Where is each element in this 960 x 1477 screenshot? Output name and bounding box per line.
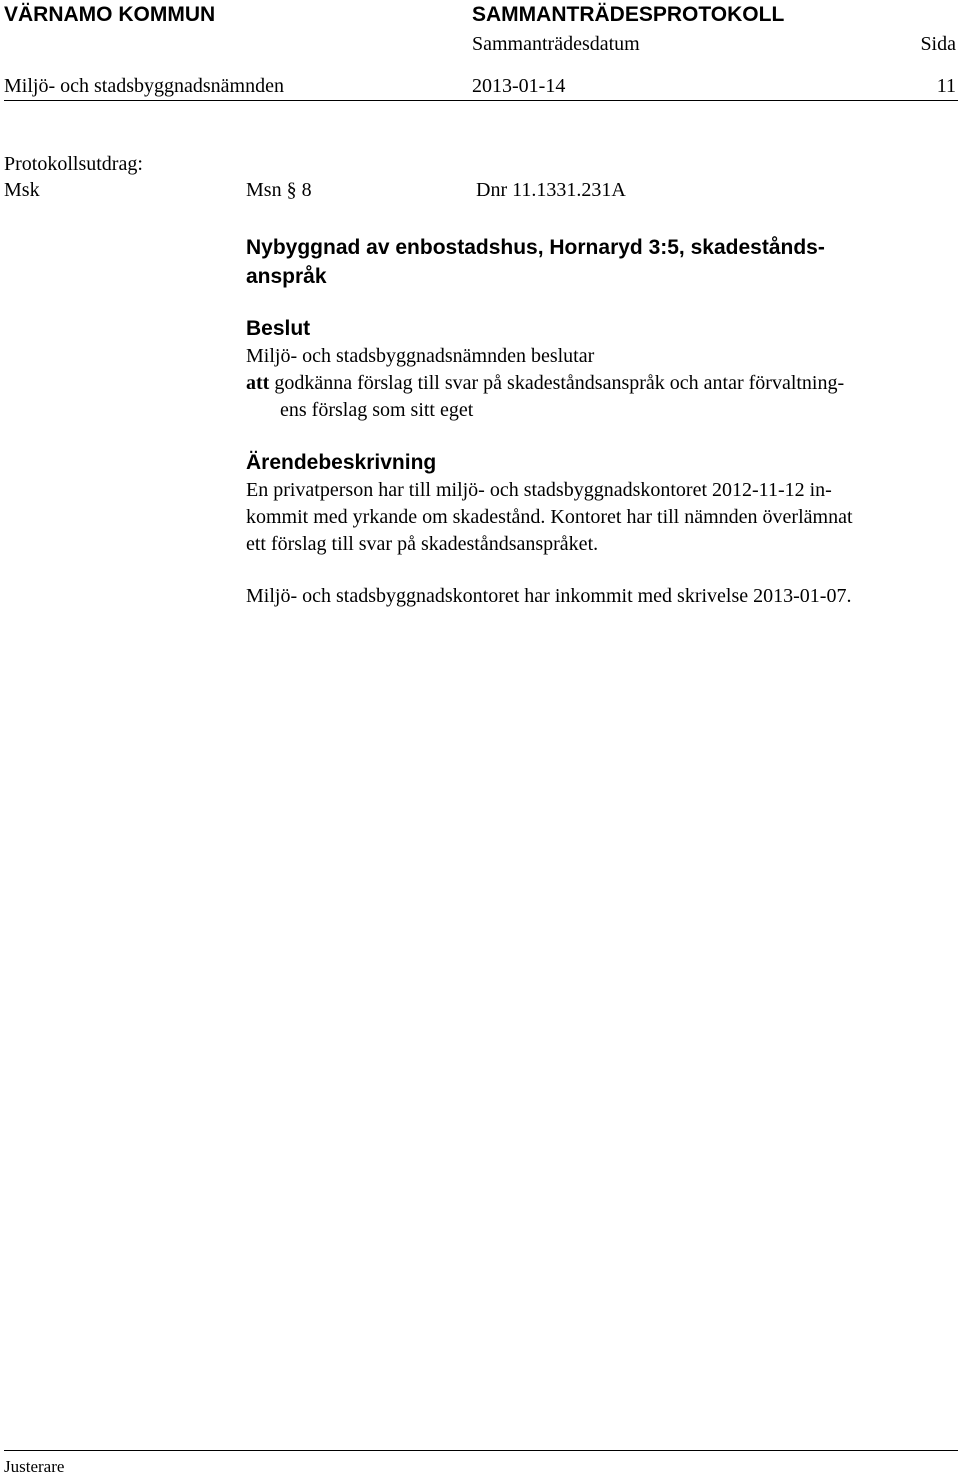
document-type: SAMMANTRÄDESPROTOKOLL bbox=[472, 3, 785, 26]
page-label: Sida bbox=[920, 33, 956, 55]
case-number: Dnr 11.1331.231A bbox=[476, 179, 626, 201]
meeting-date-label: Sammanträdesdatum bbox=[472, 33, 640, 55]
extract-recipient: Msk bbox=[4, 179, 40, 201]
decision-clause: att godkänna förslag till svar på skadeståndsanspråk och antar förvaltning- bbox=[246, 372, 845, 394]
description-paragraph: En privatperson har till miljö- och stadsbyggnadskontoret 2012-11-12 in- kommit med yrkande om skadestånd. Kontoret har till nämnden överlämnat ett förslag till svar på skadeståndsanspråket. bbox=[246, 479, 853, 555]
extract-label: Protokollsutdrag: bbox=[4, 153, 143, 175]
decision-text bbox=[246, 343, 958, 424]
description-paragraph-2: Miljö- och stadsbyggnadskontoret har inkommit med skrivelse 2013-01-07. bbox=[246, 585, 852, 607]
att-keyword: att bbox=[246, 372, 270, 394]
case-title: Nybyggnad av enbostadshus, Hornaryd 3:5, skadestånds- anspråk bbox=[246, 236, 825, 288]
decision-intro: Miljö- och stadsbyggnadsnämnden beslutar bbox=[246, 345, 595, 367]
decision-clause-continuation: ens förslag som sitt eget bbox=[280, 399, 474, 421]
page-number: 11 bbox=[936, 75, 956, 97]
paragraph-number: Msn § 8 bbox=[246, 179, 312, 201]
footer-divider bbox=[4, 1450, 958, 1451]
meeting-date: 2013-01-14 bbox=[472, 75, 566, 97]
footer-justerare-label: Justerare bbox=[4, 1457, 65, 1476]
municipality-name: VÄRNAMO KOMMUN bbox=[4, 3, 216, 26]
header-divider bbox=[4, 100, 958, 101]
description-heading: Ärendebeskrivning bbox=[246, 451, 437, 474]
committee-name: Miljö- och stadsbyggnadsnämnden bbox=[4, 75, 284, 97]
decision-heading: Beslut bbox=[246, 317, 311, 340]
